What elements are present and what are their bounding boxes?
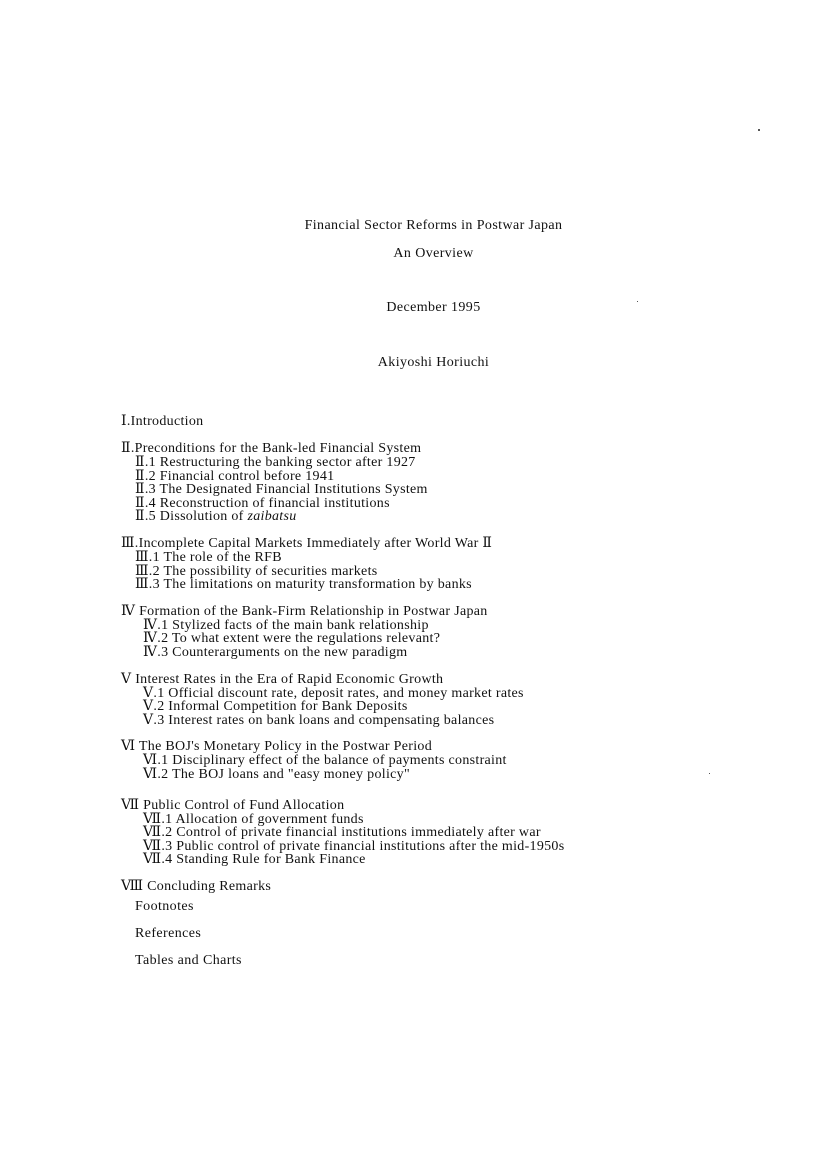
toc-subsection: Ⅱ.3 The Designated Financial Institutions System xyxy=(135,482,428,498)
document-title: Financial Sector Reforms in Postwar Japan xyxy=(304,218,563,233)
toc-section-8 xyxy=(121,879,801,894)
toc-tables-and-charts: Tables and Charts xyxy=(135,953,242,968)
document-subtitle: An Overview xyxy=(393,246,474,261)
toc-subsection: Ⅱ.1 Restructuring the banking sector after 1927 xyxy=(135,455,416,470)
toc-subsection: Ⅶ.2 Control of private financial institutions immediately after war xyxy=(143,825,541,841)
toc-section-title: Ⅲ.Incomplete Capital Markets Immediately after World War Ⅱ xyxy=(121,535,493,551)
toc-subsection: Ⅴ.2 Informal Competition for Bank Deposits xyxy=(143,699,408,715)
toc-subsection: Ⅳ.1 Stylized facts of the main bank relationship xyxy=(143,617,429,633)
toc-subsection: Ⅱ.2 Financial control before 1941 xyxy=(135,468,335,484)
toc-section-title: Ⅶ Public Control of Fund Allocation xyxy=(121,797,345,813)
toc-section-title: Ⅴ Interest Rates in the Era of Rapid Economic Growth xyxy=(121,671,444,687)
toc-subsection: Ⅶ.4 Standing Rule for Bank Finance xyxy=(143,852,366,868)
toc-section-6 xyxy=(121,739,801,781)
toc-subsection: Ⅲ.2 The possibility of securities markets xyxy=(135,563,378,579)
toc-subsection: Ⅳ.3 Counterarguments on the new paradigm xyxy=(143,644,408,660)
toc-section-title: Ⅱ.Preconditions for the Bank-led Financial System xyxy=(121,441,422,456)
scan-speck xyxy=(709,773,710,774)
toc-subsection: Ⅴ.1 Official discount rate, deposit rates, and money market rates xyxy=(143,685,524,701)
toc-section-title: Ⅳ Formation of the Bank-Firm Relationship in Postwar Japan xyxy=(121,603,488,619)
scan-speck xyxy=(637,301,638,302)
scan-speck xyxy=(758,129,760,131)
document-date: December 1995 xyxy=(386,300,481,315)
toc-subsection: Ⅱ.4 Reconstruction of financial institutions xyxy=(135,495,390,511)
toc-subsection: Ⅳ.2 To what extent were the regulations relevant? xyxy=(143,631,441,647)
toc-section-2 xyxy=(121,441,801,524)
toc-subsection-text: Ⅱ.5 Dissolution of xyxy=(135,509,248,525)
toc-section-1 xyxy=(121,414,801,429)
toc-italic-term: zaibatsu xyxy=(247,509,297,525)
toc-subsection: Ⅲ.1 The role of the RFB xyxy=(135,549,282,565)
toc-section-title: Ⅵ The BOJ's Monetary Policy in the Postwar Period xyxy=(121,739,433,755)
toc-subsection: Ⅶ.1 Allocation of government funds xyxy=(143,811,364,827)
toc-footnotes: Footnotes xyxy=(135,899,194,914)
toc-section-3 xyxy=(121,536,801,592)
toc-section-title: Ⅷ Concluding Remarks xyxy=(121,878,272,894)
toc-subsection: Ⅶ.3 Public control of private financial institutions after the mid-1950s xyxy=(143,838,565,854)
toc-subsection xyxy=(121,510,801,524)
table-of-contents xyxy=(121,414,801,906)
toc-section-4 xyxy=(121,604,801,660)
toc-subsection: Ⅵ.2 The BOJ loans and "easy money policy" xyxy=(143,766,410,782)
toc-section-7 xyxy=(121,798,801,867)
toc-references: References xyxy=(135,926,202,941)
toc-section-title: Ⅰ.Introduction xyxy=(121,414,204,429)
toc-subsection: Ⅲ.3 The limitations on maturity transformation by banks xyxy=(135,577,472,593)
toc-subsection: Ⅵ.1 Disciplinary effect of the balance of payments constraint xyxy=(143,753,507,769)
toc-section-5 xyxy=(121,672,801,728)
document-author: Akiyoshi Horiuchi xyxy=(377,355,490,370)
toc-subsection: Ⅴ.3 Interest rates on bank loans and compensating balances xyxy=(143,712,495,728)
